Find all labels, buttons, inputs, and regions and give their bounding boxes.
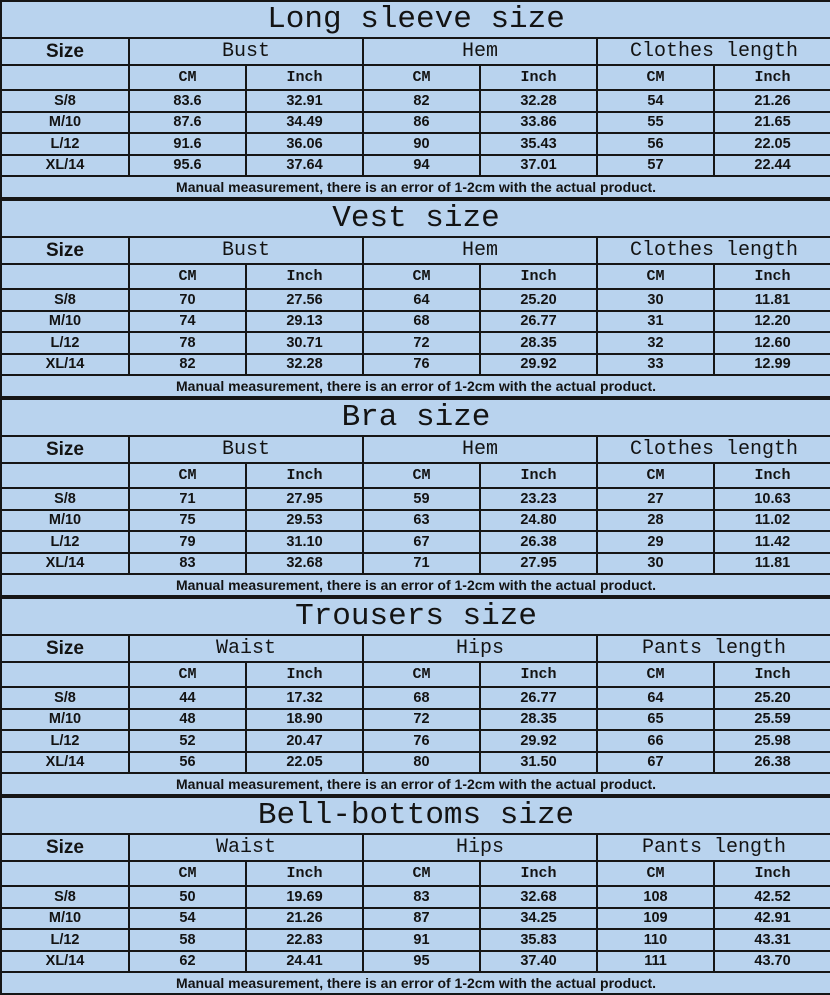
value-cell: 12.99 — [714, 354, 830, 376]
column-group-header: Pants length — [597, 635, 830, 662]
value-cell: 108 — [597, 886, 714, 908]
value-cell: 32.28 — [480, 90, 597, 112]
size-row — [1, 112, 830, 134]
size-row — [1, 510, 830, 532]
unit-inch-header: Inch — [714, 65, 830, 90]
value-cell: 27 — [597, 488, 714, 510]
unit-cm-header: CM — [363, 861, 480, 886]
value-cell: 58 — [129, 929, 246, 951]
value-cell: 59 — [363, 488, 480, 510]
value-cell: 30 — [597, 553, 714, 575]
size-row — [1, 687, 830, 709]
column-groups-row — [1, 436, 830, 463]
value-cell: 66 — [597, 730, 714, 752]
value-cell: 21.65 — [714, 112, 830, 134]
value-cell: 95.6 — [129, 155, 246, 177]
value-cell: 31 — [597, 311, 714, 333]
value-cell: 25.20 — [714, 687, 830, 709]
value-cell: 42.91 — [714, 908, 830, 930]
value-cell: 110 — [597, 929, 714, 951]
column-group-header: Clothes length — [597, 237, 830, 264]
value-cell: 12.60 — [714, 332, 830, 354]
value-cell: 11.02 — [714, 510, 830, 532]
value-cell: 76 — [363, 730, 480, 752]
unit-cm-header: CM — [597, 463, 714, 488]
size-column-header: Size — [1, 237, 129, 264]
size-row-label: XL/14 — [1, 951, 129, 973]
value-cell: 30.71 — [246, 332, 363, 354]
value-cell: 26.38 — [714, 752, 830, 774]
unit-cm-header: CM — [129, 264, 246, 289]
size-column-header: Size — [1, 834, 129, 861]
column-groups-row — [1, 635, 830, 662]
value-cell: 33 — [597, 354, 714, 376]
value-cell: 37.64 — [246, 155, 363, 177]
size-row — [1, 289, 830, 311]
size-column-header: Size — [1, 38, 129, 65]
table-title-row — [1, 200, 830, 237]
unit-cm-header: CM — [597, 861, 714, 886]
size-row — [1, 553, 830, 575]
value-cell: 23.23 — [480, 488, 597, 510]
units-row — [1, 662, 830, 687]
value-cell: 33.86 — [480, 112, 597, 134]
size-row — [1, 730, 830, 752]
unit-cm-header: CM — [129, 65, 246, 90]
column-group-header: Clothes length — [597, 38, 830, 65]
size-row-label: M/10 — [1, 112, 129, 134]
value-cell: 109 — [597, 908, 714, 930]
column-group-header: Bust — [129, 436, 363, 463]
column-group-header: Waist — [129, 834, 363, 861]
size-row — [1, 354, 830, 376]
size-row — [1, 929, 830, 951]
size-row-label: S/8 — [1, 488, 129, 510]
value-cell: 29.92 — [480, 354, 597, 376]
value-cell: 24.41 — [246, 951, 363, 973]
value-cell: 72 — [363, 332, 480, 354]
size-row-label: L/12 — [1, 133, 129, 155]
size-row-label: L/12 — [1, 332, 129, 354]
table-title-row — [1, 1, 830, 38]
value-cell: 32.68 — [246, 553, 363, 575]
value-cell: 44 — [129, 687, 246, 709]
value-cell: 82 — [363, 90, 480, 112]
value-cell: 21.26 — [714, 90, 830, 112]
value-cell: 91 — [363, 929, 480, 951]
value-cell: 86 — [363, 112, 480, 134]
table-title: Trousers size — [1, 598, 830, 635]
value-cell: 71 — [363, 553, 480, 575]
column-groups-row — [1, 237, 830, 264]
measurement-note: Manual measurement, there is an error of 1-2cm with the actual product. — [1, 574, 830, 596]
value-cell: 27.95 — [480, 553, 597, 575]
value-cell: 29.53 — [246, 510, 363, 532]
size-row-label: XL/14 — [1, 553, 129, 575]
unit-inch-header: Inch — [714, 861, 830, 886]
value-cell: 32 — [597, 332, 714, 354]
value-cell: 67 — [363, 531, 480, 553]
value-cell: 25.98 — [714, 730, 830, 752]
value-cell: 28.35 — [480, 709, 597, 731]
size-row — [1, 155, 830, 177]
unit-cm-header: CM — [597, 65, 714, 90]
value-cell: 55 — [597, 112, 714, 134]
value-cell: 31.10 — [246, 531, 363, 553]
value-cell: 74 — [129, 311, 246, 333]
table-title-row — [1, 399, 830, 436]
column-group-header: Hem — [363, 436, 597, 463]
value-cell: 56 — [597, 133, 714, 155]
unit-cm-header: CM — [363, 264, 480, 289]
column-group-header: Hem — [363, 38, 597, 65]
value-cell: 32.91 — [246, 90, 363, 112]
value-cell: 31.50 — [480, 752, 597, 774]
value-cell: 37.40 — [480, 951, 597, 973]
value-cell: 68 — [363, 311, 480, 333]
unit-inch-header: Inch — [480, 861, 597, 886]
note-row — [1, 574, 830, 596]
value-cell: 56 — [129, 752, 246, 774]
unit-inch-header: Inch — [714, 463, 830, 488]
column-groups-row — [1, 38, 830, 65]
value-cell: 83 — [363, 886, 480, 908]
value-cell: 20.47 — [246, 730, 363, 752]
column-group-header: Pants length — [597, 834, 830, 861]
size-row — [1, 908, 830, 930]
measurement-note: Manual measurement, there is an error of 1-2cm with the actual product. — [1, 375, 830, 397]
value-cell: 11.81 — [714, 553, 830, 575]
unit-inch-header: Inch — [480, 662, 597, 687]
value-cell: 30 — [597, 289, 714, 311]
value-cell: 82 — [129, 354, 246, 376]
value-cell: 21.26 — [246, 908, 363, 930]
empty-cell — [1, 463, 129, 488]
size-column-header: Size — [1, 436, 129, 463]
value-cell: 26.38 — [480, 531, 597, 553]
size-row-label: M/10 — [1, 510, 129, 532]
value-cell: 26.77 — [480, 687, 597, 709]
empty-cell — [1, 662, 129, 687]
value-cell: 12.20 — [714, 311, 830, 333]
column-group-header: Hem — [363, 237, 597, 264]
note-row — [1, 972, 830, 994]
size-row — [1, 951, 830, 973]
value-cell: 87 — [363, 908, 480, 930]
size-row — [1, 332, 830, 354]
value-cell: 75 — [129, 510, 246, 532]
unit-cm-header: CM — [129, 662, 246, 687]
size-row — [1, 752, 830, 774]
value-cell: 25.20 — [480, 289, 597, 311]
size-row-label: M/10 — [1, 709, 129, 731]
column-groups-row — [1, 834, 830, 861]
value-cell: 22.83 — [246, 929, 363, 951]
value-cell: 52 — [129, 730, 246, 752]
size-row — [1, 709, 830, 731]
column-group-header: Bust — [129, 38, 363, 65]
value-cell: 28.35 — [480, 332, 597, 354]
size-row-label: XL/14 — [1, 752, 129, 774]
value-cell: 94 — [363, 155, 480, 177]
value-cell: 78 — [129, 332, 246, 354]
note-row — [1, 375, 830, 397]
table-title-row — [1, 598, 830, 635]
size-table — [0, 597, 830, 796]
value-cell: 10.63 — [714, 488, 830, 510]
table-title-row — [1, 797, 830, 834]
value-cell: 36.06 — [246, 133, 363, 155]
units-row — [1, 264, 830, 289]
value-cell: 35.43 — [480, 133, 597, 155]
empty-cell — [1, 65, 129, 90]
value-cell: 54 — [129, 908, 246, 930]
column-group-header: Clothes length — [597, 436, 830, 463]
value-cell: 57 — [597, 155, 714, 177]
value-cell: 71 — [129, 488, 246, 510]
unit-cm-header: CM — [129, 861, 246, 886]
value-cell: 72 — [363, 709, 480, 731]
table-title: Vest size — [1, 200, 830, 237]
size-row-label: L/12 — [1, 730, 129, 752]
column-group-header: Bust — [129, 237, 363, 264]
value-cell: 64 — [363, 289, 480, 311]
size-row-label: S/8 — [1, 289, 129, 311]
value-cell: 37.01 — [480, 155, 597, 177]
measurement-note: Manual measurement, there is an error of 1-2cm with the actual product. — [1, 972, 830, 994]
value-cell: 29.92 — [480, 730, 597, 752]
value-cell: 50 — [129, 886, 246, 908]
unit-inch-header: Inch — [246, 861, 363, 886]
size-row — [1, 531, 830, 553]
measurement-note: Manual measurement, there is an error of 1-2cm with the actual product. — [1, 773, 830, 795]
value-cell: 34.49 — [246, 112, 363, 134]
value-cell: 83.6 — [129, 90, 246, 112]
value-cell: 70 — [129, 289, 246, 311]
value-cell: 91.6 — [129, 133, 246, 155]
value-cell: 27.95 — [246, 488, 363, 510]
value-cell: 26.77 — [480, 311, 597, 333]
value-cell: 87.6 — [129, 112, 246, 134]
value-cell: 65 — [597, 709, 714, 731]
value-cell: 11.42 — [714, 531, 830, 553]
value-cell: 79 — [129, 531, 246, 553]
measurement-note: Manual measurement, there is an error of 1-2cm with the actual product. — [1, 176, 830, 198]
table-title: Long sleeve size — [1, 1, 830, 38]
size-column-header: Size — [1, 635, 129, 662]
value-cell: 34.25 — [480, 908, 597, 930]
value-cell: 83 — [129, 553, 246, 575]
value-cell: 67 — [597, 752, 714, 774]
value-cell: 27.56 — [246, 289, 363, 311]
value-cell: 24.80 — [480, 510, 597, 532]
unit-inch-header: Inch — [246, 65, 363, 90]
size-table — [0, 398, 830, 597]
value-cell: 111 — [597, 951, 714, 973]
value-cell: 43.31 — [714, 929, 830, 951]
unit-cm-header: CM — [597, 662, 714, 687]
size-table — [0, 796, 830, 995]
unit-inch-header: Inch — [714, 662, 830, 687]
unit-cm-header: CM — [129, 463, 246, 488]
value-cell: 48 — [129, 709, 246, 731]
value-cell: 62 — [129, 951, 246, 973]
size-row-label: L/12 — [1, 929, 129, 951]
value-cell: 95 — [363, 951, 480, 973]
value-cell: 76 — [363, 354, 480, 376]
size-row-label: XL/14 — [1, 155, 129, 177]
size-row-label: M/10 — [1, 311, 129, 333]
value-cell: 29.13 — [246, 311, 363, 333]
unit-cm-header: CM — [597, 264, 714, 289]
value-cell: 64 — [597, 687, 714, 709]
size-row-label: S/8 — [1, 687, 129, 709]
units-row — [1, 861, 830, 886]
unit-inch-header: Inch — [246, 463, 363, 488]
unit-cm-header: CM — [363, 662, 480, 687]
value-cell: 35.83 — [480, 929, 597, 951]
value-cell: 19.69 — [246, 886, 363, 908]
value-cell: 11.81 — [714, 289, 830, 311]
unit-inch-header: Inch — [480, 264, 597, 289]
table-title: Bell-bottoms size — [1, 797, 830, 834]
value-cell: 80 — [363, 752, 480, 774]
empty-cell — [1, 264, 129, 289]
value-cell: 25.59 — [714, 709, 830, 731]
value-cell: 90 — [363, 133, 480, 155]
column-group-header: Hips — [363, 834, 597, 861]
units-row — [1, 463, 830, 488]
units-row — [1, 65, 830, 90]
value-cell: 42.52 — [714, 886, 830, 908]
size-row — [1, 488, 830, 510]
value-cell: 28 — [597, 510, 714, 532]
size-row — [1, 90, 830, 112]
size-row-label: XL/14 — [1, 354, 129, 376]
column-group-header: Hips — [363, 635, 597, 662]
unit-cm-header: CM — [363, 463, 480, 488]
size-row-label: L/12 — [1, 531, 129, 553]
note-row — [1, 176, 830, 198]
value-cell: 18.90 — [246, 709, 363, 731]
note-row — [1, 773, 830, 795]
value-cell: 22.05 — [714, 133, 830, 155]
size-row-label: S/8 — [1, 886, 129, 908]
value-cell: 54 — [597, 90, 714, 112]
size-row-label: M/10 — [1, 908, 129, 930]
unit-inch-header: Inch — [714, 264, 830, 289]
value-cell: 17.32 — [246, 687, 363, 709]
size-row — [1, 886, 830, 908]
table-title: Bra size — [1, 399, 830, 436]
column-group-header: Waist — [129, 635, 363, 662]
empty-cell — [1, 861, 129, 886]
value-cell: 43.70 — [714, 951, 830, 973]
unit-inch-header: Inch — [480, 65, 597, 90]
size-table — [0, 0, 830, 199]
value-cell: 32.28 — [246, 354, 363, 376]
value-cell: 68 — [363, 687, 480, 709]
value-cell: 22.44 — [714, 155, 830, 177]
size-row-label: S/8 — [1, 90, 129, 112]
size-table — [0, 199, 830, 398]
unit-cm-header: CM — [363, 65, 480, 90]
unit-inch-header: Inch — [480, 463, 597, 488]
unit-inch-header: Inch — [246, 264, 363, 289]
value-cell: 29 — [597, 531, 714, 553]
unit-inch-header: Inch — [246, 662, 363, 687]
value-cell: 32.68 — [480, 886, 597, 908]
value-cell: 63 — [363, 510, 480, 532]
size-row — [1, 311, 830, 333]
size-row — [1, 133, 830, 155]
value-cell: 22.05 — [246, 752, 363, 774]
